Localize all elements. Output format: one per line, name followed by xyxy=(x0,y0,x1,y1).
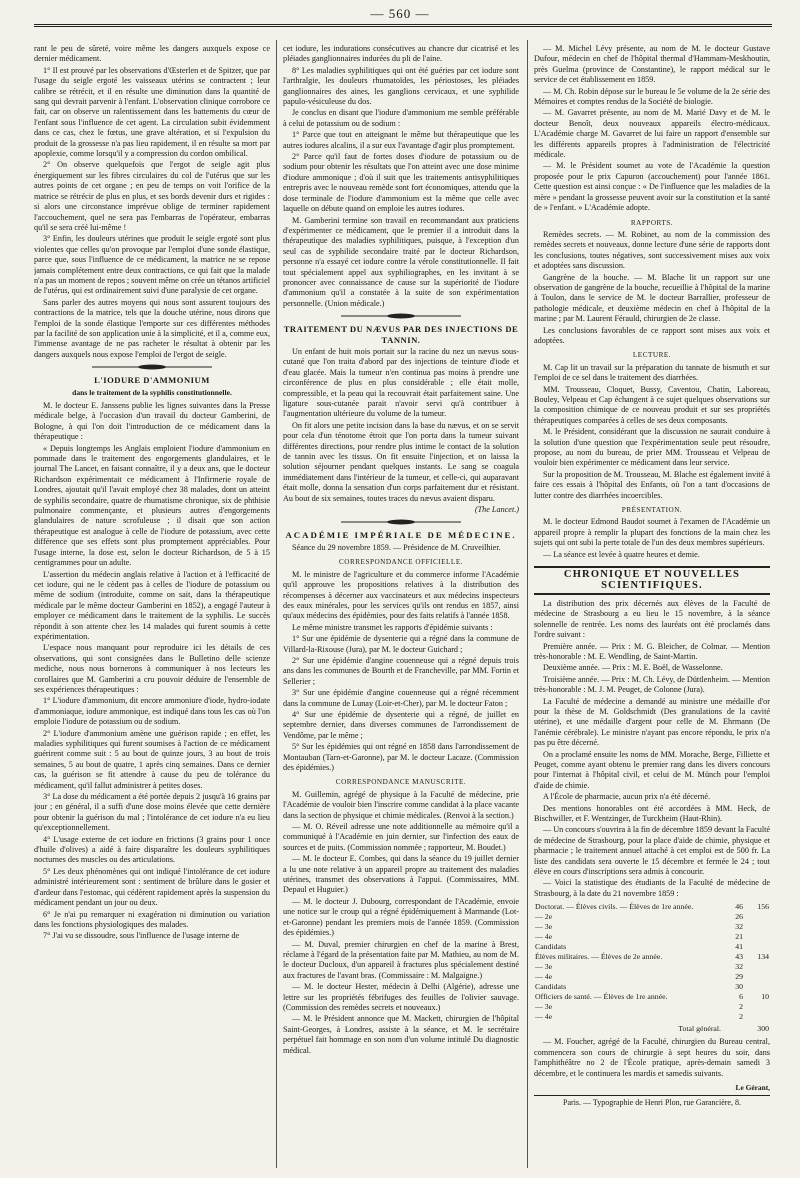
stat-label: — 3e xyxy=(535,922,553,932)
paragraph: Je conclus en disant que l'iodure d'ammonium me semble préférable à celui de potassium ou de sodium : xyxy=(283,108,519,128)
stat-group-total xyxy=(744,932,770,942)
paragraph: Gangrène de la bouche. — M. Blache lit un rapport sur une observation de gangrène de la bouche, recueillie à l'hôpital de la marine à Toulon, dans le service de M. le docteur Barrallier, professeur de pathologie médicale, et deuxième médecin en chef à l'hôpital de la marine ; par M. Laurent Férauld, chirurgien de 2e classe. xyxy=(534,272,770,324)
paragraph: 3° Enfin, les douleurs utérines que produit le seigle ergoté sont plus violentes que celles qu'on provoque par l'emploi d'une sonde élastique, parce que, sous l'influence de ce médicament, la matrice ne se repose jamais complétement entre deux contractions, ce qui fait que la malade n'a pas un moment de repos ; souvent même on crée un tétanos artificiel de l'utérus, qui est ordinairement suivi d'une paralysie de cet organe. xyxy=(34,234,270,296)
stat-group-total xyxy=(744,922,770,932)
paragraph: — La séance est levée à quatre heures et demie. xyxy=(543,549,700,559)
paragraph: Remèdes secrets. — M. Robinet, au nom de la commission des remèdes secrets et nouveaux, donne lecture d'une série de rapports dont les conclusions, toutes négatives, sont successivement mises aux voix et adoptées sans discussion. xyxy=(534,229,770,271)
stat-group-total xyxy=(744,962,770,972)
paragraph: — M. le Président soumet au vote de l'Académie la question proposée pour le prix Capuron (accouchement) pour l'année 1861. Cette question est ainsi conçue : « De l'influence que les maladies de la mère » pendant la grossesse peuvent avoir sur la constitution et la santé de » l'enfant. » L'Académie adopte. xyxy=(534,161,770,213)
stat-label: Doctorat. — Élèves civils. — Élèves de 1re année. xyxy=(535,902,694,912)
subsection-title-correspondance-manuscrite: CORRESPONDANCE MANUSCRITE. xyxy=(335,778,467,787)
stat-value: 32 xyxy=(735,922,743,932)
table-row xyxy=(534,902,770,912)
paragraph: La Faculté de médecine a demandé au ministre une médaille d'or pour la thèse de M. Goldschmidt (Des granulations de la cavité utérine), et une médaille d'argent pour celle de M. Ehrmann (De l'anémie cérébrale). Le ministre n'ayant pas encore répondu, le prix n'a pas pu être décerné. xyxy=(534,696,770,748)
paragraph: rant le peu de sûreté, voire même les dangers auxquels expose ce dernier médicament. xyxy=(34,44,270,64)
paragraph: 3° La dose du médicament a été portée depuis 2 jusqu'à 16 grains par jour ; en général, il a suffi d'une dose moins élevée que cette dernière pour obtenir la guérison du mal ; l'intolérance de cet iodure n'a eu lieu qu'exceptionnellement. xyxy=(34,792,270,833)
table-row xyxy=(534,1012,770,1022)
stat-value: 2 xyxy=(739,1002,743,1012)
paragraph: — M. Ch. Robin dépose sur le bureau le 5e volume de la 2e série des Mémoires et comptes rendus de la Société de biologie. xyxy=(534,86,770,107)
paragraph: — M. Duval, premier chirurgien en chef de la marine à Brest, réclame à l'égard de la présentation faite par M. Mathieu, au nom de M. le docteur Ducloux, d'un appareil à fractures plus spécialement destiné aux fractures de l'avant bras. (Commissaire : M. Malgaigne.) xyxy=(283,939,519,980)
paragraph: Première année. — Prix : M. G. Bleicher, de Colmar. — Mention très-honorable : M. E. Wendling, de Saint-Martin. xyxy=(534,641,770,661)
stat-value: 2 xyxy=(739,1012,743,1022)
column-2 xyxy=(283,44,519,1170)
paragraph: — Voici la statistique des étudiants de la Faculté de médecine de Strasbourg, à la date du 21 novembre 1859 : xyxy=(534,878,770,898)
stat-label: Élèves militaires. — Élèves de 2e année. xyxy=(535,952,663,962)
paragraph: — Un concours s'ouvrira à la fin de décembre 1859 devant la Faculté de médecine de Strasbourg, pour la place d'aide de chimie, physique et pharmacie ; le traitement annuel attaché à cet emploi est de 500 fr. La liste des candidats sera ouverte le 15 décembre et fermée le 24 ; tout élève en cours d'inscriptions sera admis à concourir. xyxy=(534,825,770,877)
column-1 xyxy=(34,44,270,1170)
paragraph: « Depuis longtemps les Anglais emploient l'iodure d'ammonium en pommade dans le traitement des engorgements glandulaires, et le journal The Lancet, en faisant connaître, il y a deux ans, que le docteur Richardson expérimentait ce médicament à l'Infirmerie royale de Londres, ajoutait qu'il l'avait employé chez 38 malades, dont un atteint de syphilis secondaire, quatre de rhumatisme chronique, six de phthisie pulmonaire commençante, et plusieurs autres d'engorgements glandulaires de nature scrofuleuse ; il disait que son action thérapeutique est analogue à celle de l'iodure de potassium, avec cette différence que ses effets sont plus promptement appréciables. Pour l'usage interne, la dose est, selon le docteur Richardson, de 5 à 15 centigrammes pour un adulte. xyxy=(34,443,270,568)
stat-label: — 3e xyxy=(535,962,553,972)
paragraph: Des mentions honorables ont été accordées à MM. Heck, de Bischwiller, et F. Wentzinger, de Turckheim (Haut-Rhin). xyxy=(534,803,770,824)
paragraph: On fit alors une petite incision dans la base du nævus, et on se servit pour cela d'un ténotome étroit que l'on porta dans la tumeur suivant différentes directions, pour rendre plus intime le contact de la solution de tannin avec les tissus. On fit ensuite l'injection, et on laissa la solution séjourner pendant quelques instants. Le sang se coagula immédiatement dans l'intérieur de la tumeur, et celle-ci, qui auparavant était molle, donna la sensation d'un corps parfaitement dur et résistant. Au bout de six semaines, toutes traces du nævus avaient disparu. xyxy=(283,420,519,503)
section-title-tannin: TRAITEMENT DU NÆVUS PAR DES INJECTIONS DE TANNIN. xyxy=(283,324,519,345)
paragraph: Deuxième année. — Prix : M. E. Boël, de Wasselonne. xyxy=(543,663,723,673)
source-credit: (The Lancet.) xyxy=(474,505,519,515)
paragraph: 8° Les maladies syphilitiques qui ont été guéries par cet iodure sont l'arthralgie, les douleurs rhumatoïdes, les périostoses, les pléiades ganglionnaires des aines, les ganglions cervicaux, et une syphilide papulo-vésiculeuse du dos. xyxy=(283,65,519,107)
paragraph: 4° Sur une épidémie de dysenterie qui a régné, de juillet en septembre dernier, dans diverses communes de l'arrondissement de Vendôme, par le même ; xyxy=(283,709,519,740)
paragraph: — M. le docteur J. Dubourg, correspondant de l'Académie, envoie une notice sur le croup qui a régné épidémiquement à Marmande (Lot-et-Garonne) pendant les premiers mois de l'année 1859. (Commission des épidémies.) xyxy=(283,896,519,938)
paragraph: Troisième année. — Prix : M. Ch. Lévy, de Düttlenheim. — Mention très-honorable : M. J. M. Peuget, de Colonne (Jura). xyxy=(534,674,770,695)
paragraph: 1° L'iodure d'ammonium, dit encore ammoniure d'iode, hydro-iodate d'ammoniaque, iodure ammonique, est indiqué dans tous les cas où l'on emploie l'iodure de potassium ou de sodium. xyxy=(34,696,270,727)
grand-total-row xyxy=(534,1022,770,1034)
paragraph: — M. Michel Lévy présente, au nom de M. le docteur Gustave Dufour, médecin en chef de l'hôpital thermal d'Hammam-Meskhoutin, près Guelma (province de Constantine), le rapport médical sur le service de cet établissement en 1859. xyxy=(534,44,770,85)
ornament-divider xyxy=(341,313,461,319)
paragraph: Les conclusions favorables de ce rapport sont mises aux voix et adoptées. xyxy=(534,325,770,345)
stat-group-total xyxy=(744,912,770,922)
paragraph: M. Gamberini termine son travail en recommandant aux praticiens d'expérimenter ce médicament, que le premier il a introduit dans la thérapeutique des maladies syphilitiques, puisque, à l'exception d'un seul cas de syphilide secondaire traité par le docteur Richardson, personne n'a essayé cet iodure contre la vérole constitutionnelle. Il fait tout spécialement appel aux syphiliographes, en les invitant à se prononcer avec connaissance de cause sur la supériorité de l'iodure d'ammonium qu'il a constatée à la suite de son expérimentation personnelle. (Union médicale.) xyxy=(283,215,519,308)
column-divider-1 xyxy=(276,40,277,1168)
subsection-title-rapports: RAPPORTS. xyxy=(630,218,674,227)
stat-label: — 4e xyxy=(535,972,553,982)
paragraph: 3° Sur une épidémie d'angine couenneuse qui a régné récemment dans la commune de Lunay (Loir-et-Cher), par M. le docteur Faton ; xyxy=(283,688,519,708)
section-subtitle-iodure: dans le traitement de la syphilis constitutionnelle. xyxy=(72,387,232,397)
stat-label: Officiers de santé. — Élèves de 1re année. xyxy=(535,992,668,1002)
top-rule xyxy=(34,24,772,27)
subsection-title-lecture: LECTURE. xyxy=(632,351,672,360)
paragraph: M. le Président, considérant que la discussion ne saurait conduire à la solution d'une question que l'expérimentation seule peut résoudre, propose, au nom du bureau, de prier MM. Trousseau et Velpeau de vouloir bien expérimenter ce médicament dans leur service. xyxy=(534,427,770,468)
stat-group-total: 10 xyxy=(761,992,769,1002)
paragraph: La distribution des prix décernés aux élèves de la Faculté de médecine de Strasbourg a eu lieu le 15 novembre, à la séance solennelle de rentrée. Les noms des lauréats ont été proclamés dans l'ordre suivant : xyxy=(534,598,770,640)
paragraph: MM. Trousseau, Cloquet, Bussy, Caventou, Chatin, Laboreau, Bouley, Velpeau et Cap échangent à ce sujet quelques observations sur la composition chimique de ce nouveau produit et sur ses propriétés thérapeutiques comparées à celles de ses deux composants. xyxy=(534,384,770,425)
stat-value: 41 xyxy=(735,942,743,952)
signature: Le Gérant, xyxy=(735,1082,770,1092)
stat-value: 6 xyxy=(739,992,743,1002)
stat-group-total xyxy=(744,982,770,992)
paragraph: Le même ministre transmet les rapports d'épidémie suivants : xyxy=(292,622,493,632)
paragraph: — M. le docteur Hester, médecin à Delhi (Algérie), adresse une lettre sur les propriétés fébrifuges des feuilles de l'olivier sauvage. (Commission des remèdes secrets et nouveaux.) xyxy=(283,982,519,1012)
table-row xyxy=(534,932,770,942)
stat-label: Candidats xyxy=(535,942,567,952)
paragraph: — M. Gavarret présente, au nom de M. Marié Davy et de M. le docteur Benoît, deux nouveaux appareils électro-médicaux. L'Académie charge M. Gavarret de lui faire un rapport d'ensemble sur les différents appareils propres à l'administration de l'électricité médicale. xyxy=(534,108,770,160)
stat-value: 21 xyxy=(735,932,743,942)
paragraph: A l'École de pharmacie, aucun prix n'a été décerné. xyxy=(543,792,711,802)
table-row xyxy=(534,912,770,922)
subsection-title-presentation: PRÉSENTATION. xyxy=(621,506,683,515)
stat-value: 30 xyxy=(735,982,743,992)
stat-value: 26 xyxy=(735,912,743,922)
paragraph: M. le docteur E. Janssens publie les lignes suivantes dans la Presse médicale belge, à l'occasion d'un travail du docteur Gamberini, de Bologne, à qui l'on doit l'introduction de ce médicament dans la thérapeutique : xyxy=(34,401,270,442)
table-row xyxy=(534,982,770,992)
paragraph: — M. le docteur E. Combes, qui dans la séance du 19 juillet dernier a lu une note relative à un appareil propre au traitement des maladies utérines, transmet des observations à l'appui. (Commissaires, MM. Depaul et Huguier.) xyxy=(283,854,519,895)
stat-value: 29 xyxy=(735,972,743,982)
table-row xyxy=(534,952,770,962)
paragraph: On a proclamé ensuite les noms de MM. Morache, Berge, Filliette et Peuget, comme ayant obtenu le premier rang dans les divers concours pour l'internat à l'hôpital civil, et celui de M. Münch pour l'emploi d'aide de chimie. xyxy=(534,749,770,790)
stat-group-total xyxy=(744,942,770,952)
column-divider-2 xyxy=(527,40,528,1168)
column-3 xyxy=(534,44,770,1144)
grand-total-value: 300 xyxy=(757,1024,769,1034)
paragraph: 1° Parce que tout en atteignant le même but thérapeutique que les autres iodures alcalins, il a sur eux l'avantage d'agir plus promptement. xyxy=(283,130,519,150)
stat-group-total xyxy=(744,972,770,982)
student-statistics-table xyxy=(534,902,770,1034)
paragraph: Sans parler des autres moyens qui nous sont assurent toujours des contractions de la matrice, tels que la douche utérine, nous dirons que l'emploi de la sonde élastique l'emporte sur ces différentes méthodes par la facilité de son application unie à la simplicité, et il a, comme eux, l'immense avantage de ne pas racheter le résultat à obtenir par les dangers auxquels nous expose l'emploi de l'ergot de seigle. xyxy=(34,297,270,359)
table-row xyxy=(534,992,770,1002)
ornament-divider xyxy=(341,519,461,525)
paragraph: cet iodure, les indurations consécutives au chancre dur cicatrisé et les pléiades ganglionnaires indurées du pli de l'aine. xyxy=(283,44,519,64)
table-row xyxy=(534,972,770,982)
paragraph: 4° L'usage externe de cet iodure en frictions (3 grains pour 1 once d'huile d'olives) a aidé à faire disparaître les douleurs syphilitiques nocturnes des muscles ou des articulations. xyxy=(34,834,270,865)
table-row xyxy=(534,1002,770,1012)
paragraph: 5° Les deux phénomènes qui ont indiqué l'intolérance de cet iodure administré intérieurement sont : sentiment de brûlure dans le gosier et d'ardeur dans l'estomac, qui cédèrent rapidement après la suspension du médicament pendant un jour ou deux. xyxy=(34,866,270,908)
stat-value: 43 xyxy=(735,952,743,962)
grand-total-label: Total général. xyxy=(678,1024,721,1034)
stat-group-total: 134 xyxy=(757,952,769,962)
paragraph: 2° On observe quelquefois que l'ergot de seigle agit plus énergiquement sur les fibres circulaires du col de l'utérus que sur les autres points de cet organe ; en peu de temps on voit l'orifice de la matrice se rétrécir de plus en plus, et ses bords devenir durs et rigides : si alors une circonstance imprévue oblige de terminer rapidement l'accouchement, quel ne sera pas l'embarras de l'opérateur, embarras qu'il se sera créé lui-même ! xyxy=(34,160,270,232)
stat-label: Candidats xyxy=(535,982,567,992)
paragraph: 6° Je n'ai pu remarquer ni exagération ni diminution ou variation dans les fonctions physiologiques des malades. xyxy=(34,909,270,929)
paragraph: 7° J'ai vu se dissoudre, sous l'influence de l'usage interne de xyxy=(43,931,240,941)
ornament-divider xyxy=(92,364,212,370)
paragraph: L'assertion du médecin anglais relative à l'action et à l'efficacité de cet iodure, qui ne le cèdent pas à celles de l'iodure de potassium ou même de sodium (introduite, comme on sait, dans la thérapeutique médicale par le même docteur Gamberini en 1852), a engagé l'auteur à employer ce médicament dans le traitement de la syphilis. Le succès répondit à son attente chez les 14 malades qui furent soumis à cette expérimentation. xyxy=(34,569,270,641)
chronique-title: CHRONIQUE ET NOUVELLES SCIENTIFIQUES. xyxy=(534,566,770,595)
paragraph: 2° Sur une épidémie d'angine couenneuse qui a régné depuis trois ans dans les communes de Bourth et de Francheville, par MM. Fortin et Sellerier ; xyxy=(283,655,519,686)
table-row xyxy=(534,942,770,952)
stat-value: 32 xyxy=(735,962,743,972)
stat-label: — 4e xyxy=(535,932,553,942)
paragraph: 1° Sur une épidémie de dysenterie qui a régné dans la commune de Villard-la-Rixouse (Jura), par M. le docteur Guichard ; xyxy=(283,634,519,654)
table-row xyxy=(534,922,770,932)
paragraph: 2° L'iodure d'ammonium amène une guérison rapide ; en effet, les maladies syphilitiques qui furent soumises à l'action de ce médicament guérirent comme suit : 5 au bout de quinze jours, 3 au bout de trois semaines, 5 au bout de quatre, 1 après cinq semaines. Dans ce dernier cas, la guérison se fit attendre à cause du peu de tolérance du médicament, qu'il fallut administrer à petites doses. xyxy=(34,728,270,790)
stat-value: 46 xyxy=(735,902,743,912)
printer-line: Paris. — Typographie de Henri Plon, rue Garancière, 8. xyxy=(534,1095,770,1108)
stat-group-total: 156 xyxy=(757,902,769,912)
academie-title: ACADÉMIE IMPÉRIALE DE MÉDECINE. xyxy=(285,530,517,541)
subsection-title-correspondance-officielle: CORRESPONDANCE OFFICIELLE. xyxy=(338,558,464,567)
paragraph: Sur la proposition de M. Trousseau, M. Blache est également invité à faire ces essais à l'hôpital des Enfants, où l'on a tant d'occasions de lutter contre des diarrhées incoercibles. xyxy=(534,469,770,500)
stat-label: — 2e xyxy=(535,912,553,922)
stat-group-total xyxy=(744,1012,770,1022)
page-number: — 560 — xyxy=(370,6,430,21)
paragraph: M. Cap lit un travail sur la préparation du tannate de bismuth et sur l'emploi de ce sel dans le traitement des diarrhées. xyxy=(534,362,770,383)
paragraph: — M. le Président annonce que M. Mackett, chirurgien de l'hôpital Saint-Georges, à Londres, assiste à la séance, et M. le secrétaire perpétuel fait hommage en son nom d'un volume intitulé Du diagnostic médical. xyxy=(283,1014,519,1055)
section-title-iodure: L'IODURE D'AMMONIUM xyxy=(94,375,210,386)
paragraph: L'espace nous manquant pour reproduire ici les détails de ces observations, qui sont consignées dans le Bulletino delle scienze mediche, nous nous bornerons à communiquer à nos lecteurs les corollaires que M. Gamberini a cru pouvoir déduire de l'ensemble de ses expériences thérapeutiques : xyxy=(34,643,270,694)
paragraph: 1° Il est prouvé par les observations d'Œsterlen et de Spitzer, que par l'usage du seigle ergoté les vaisseaux utérins se contractent ; leur calibre se rétrécit, et il en résulte une diminution dans la quantité de sang qui devrait parvenir à l'enfant. L'observation clinique corrobore ce fait, car on observe un ralentissement dans les battements du cœur de l'enfant sous l'influence de cet agent. La circulation subit évidemment dans ce cas, chez le fœtus, une grave altération, et si l'expulsion du produit de la grossesse n'a pas lieu rapidement, il en résulte sa mort par apoplexie, comme lorsqu'il y a compression du cordon ombilical. xyxy=(34,65,270,159)
paragraph: — M. O. Réveil adresse une note additionnelle au mémoire qu'il a communiqué à l'Académie en juin dernier, sur l'infection des eaux de sources et de puits. (Commission nommée ; rapporteur, M. Boudet.) xyxy=(283,822,519,852)
paragraph: — M. Foucher, agrégé de la Faculté, chirurgien du Bureau central, commencera son cours de chirurgie à sept heures du soir, dans l'amphithéâtre no 2 de l'École pratique, après-demain samedi 3 décembre, et le continuera les mardis et samedis suivants. xyxy=(534,1037,770,1078)
paragraph: M. Guillemin, agrégé de physique à la Faculté de médecine, prie l'Académie de vouloir bien l'inscrire comme candidat à la place vacante dans la section de physique et chimie médicales. (Renvoi à la section.) xyxy=(283,789,519,820)
paragraph: M. le ministre de l'agriculture et du commerce informe l'Académie qu'il approuve les propositions relatives à la distribution des récompenses à décerner aux vaccinateurs et aux médecins inspecteurs des eaux minérales, pour les services qu'ils ont rendus en 1857, ainsi qu'aux médecins des épidémies, pour des faits relatifs à l'année 1858. xyxy=(283,569,519,621)
stat-label: — 4e xyxy=(535,1012,553,1022)
paragraph: M. le docteur Edmond Baudot soumet à l'examen de l'Académie un appareil propre à remplir la plupart des fonctions de la main chez les sujets qui ont subi la perte totale de l'un des deux membres supérieurs. xyxy=(534,517,770,548)
paragraph: 5° Sur les épidémies qui ont régné en 1858 dans l'arrondissement de Montauban (Tarn-et-Garonne), par M. le docteur Lacaze. (Commission des épidémies.) xyxy=(283,742,519,772)
paragraph: Un enfant de huit mois portait sur la racine du nez un nævus sous-cutané que l'on traita d'abord par des injections de teinture d'iode et d'eau glacée. Mais la tumeur n'en continua pas moins à prendre une circonférence de plus en plus considérable ; elle était molle, compressible, et la peau qui la recouvrait était parfaitement saine. Une ligature sous-cutanée parait n'avoir servi qu'à contribuer à l'augmentation ultérieure du volume de la tumeur. xyxy=(283,346,519,419)
stat-label: — 3e xyxy=(535,1002,553,1012)
paragraph: 2° Parce qu'il faut de fortes doses d'iodure de potassium ou de sodium pour obtenir les résultats que l'on atteint avec une dose minime d'iodure ammonique ; d'où il suit que les traitements antisyphilitiques entrepris avec le nouveau remède sont fort économiques, attendu que la dose terminale de l'iodure d'ammonium est la même que celle avec laquelle on débute quand on emploie les autres iodures. xyxy=(283,152,519,214)
seance-line: Séance du 29 novembre 1859. — Présidence de M. Cruveilhier. xyxy=(292,542,501,552)
table-row xyxy=(534,962,770,972)
stat-group-total xyxy=(744,1002,770,1012)
